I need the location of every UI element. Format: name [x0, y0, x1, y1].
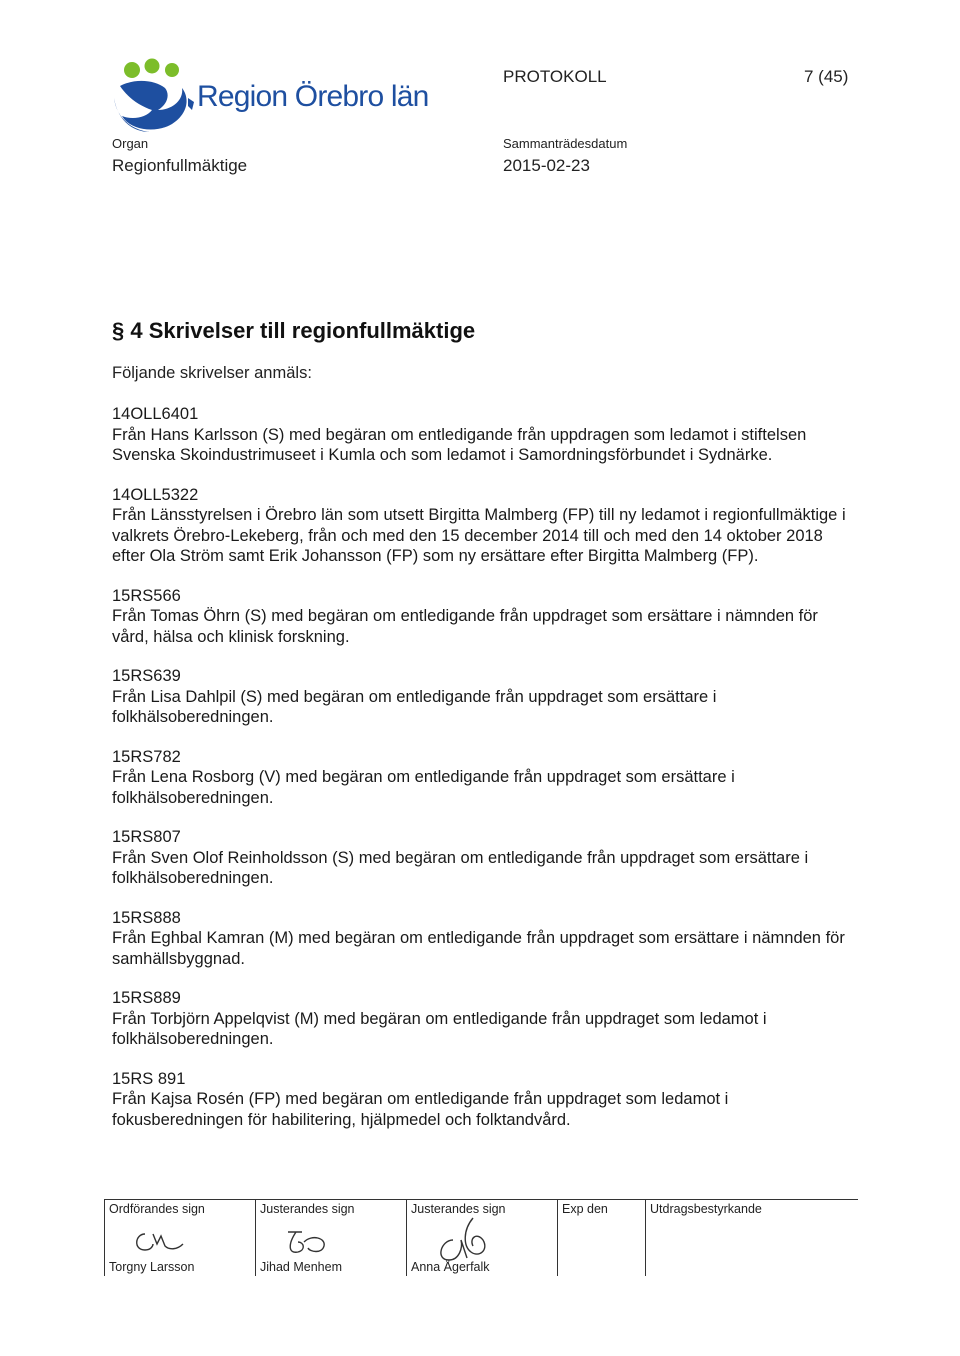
organ-value: Regionfullmäktige	[112, 156, 248, 175]
section-heading: § 4 Skrivelser till regionfullmäktige	[112, 318, 476, 343]
list-item	[112, 586, 857, 648]
signature-label: Exp den	[562, 1202, 608, 1216]
item-text: Från Tomas Öhrn (S) med begäran om entledigande från uppdraget som ersättare i nämnden för vård, hälsa och klinisk forskning.	[112, 607, 818, 646]
list-item	[112, 908, 857, 970]
item-text: Från Torbjörn Appelqvist (M) med begäran om entledigande från uppdraget som ledamot i folkhälsoberedningen.	[112, 1009, 767, 1048]
organ-label: Organ	[112, 136, 149, 151]
region-orebro-logo	[110, 58, 200, 136]
handwritten-signature	[278, 1224, 338, 1260]
signer-name: Jihad Menhem	[260, 1260, 342, 1274]
item-text: Från Lisa Dahlpil (S) med begäran om entledigande från uppdraget som ersättare i folkhälsoberedningen.	[112, 687, 717, 726]
meeting-date-value: 2015-02-23	[503, 156, 590, 175]
brand-name: Region Örebro län	[197, 80, 429, 113]
item-code: 15RS807	[112, 828, 181, 846]
item-code: 14OLL5322	[112, 485, 199, 504]
signer-name: Torgny Larsson	[109, 1260, 195, 1274]
signature-table	[104, 1199, 858, 1276]
handwritten-signature	[131, 1224, 191, 1258]
list-item	[112, 1069, 857, 1131]
signature-cell-exp-date	[557, 1200, 646, 1276]
item-text: Från Länsstyrelsen i Örebro län som utsett Birgitta Malmberg (FP) till ny ledamot i regionfullmäktige i valkrets Örebro-Lekeberg, från och med den 15 december 2014 till och med den 14 oktober 2018 efter Ola Ström samt Erik Johansson (FP) som ny ersättare efter Birgitta Malmberg (FP).	[112, 506, 846, 565]
signature-cell-chair	[104, 1200, 256, 1276]
item-text: Från Kajsa Rosén (FP) med begäran om entledigande från uppdraget som ledamot i fokusberedningen för habilitering, hjälpmedel och folktandvård.	[112, 1090, 729, 1129]
item-code: 14OLL6401	[112, 405, 199, 423]
item-code: 15RS888	[112, 908, 181, 927]
signature-label: Justerandes sign	[411, 1202, 506, 1216]
document-type: PROTOKOLL	[503, 67, 607, 86]
list-item	[112, 485, 857, 567]
item-code: 15RS782	[112, 747, 181, 766]
letter-list	[112, 404, 857, 1149]
signature-cell-adjuster-2	[406, 1200, 558, 1276]
item-text: Från Hans Karlsson (S) med begäran om entledigande från uppdragen som ledamot i stiftelsen Svenska Skoindustrimuseet i Kumla och som ledamot i Samordningsförbundet i Sydnärke.	[112, 425, 807, 464]
list-item	[112, 666, 857, 728]
section-intro: Följande skrivelser anmäls:	[112, 364, 312, 382]
item-code: 15RS639	[112, 667, 181, 685]
item-code: 15RS889	[112, 989, 181, 1007]
signature-label: Ordförandes sign	[109, 1202, 205, 1216]
item-text: Från Sven Olof Reinholdsson (S) med begäran om entledigande från uppdraget som ersättare i folkhälsoberedningen.	[112, 848, 809, 887]
meeting-date-label: Sammanträdesdatum	[503, 136, 628, 151]
item-text: Från Lena Rosborg (V) med begäran om entledigande från uppdraget som ersättare i folkhälsoberedningen.	[112, 768, 735, 807]
signature-cell-certified	[645, 1200, 859, 1276]
signature-label: Justerandes sign	[260, 1202, 355, 1216]
signature-label: Utdragsbestyrkande	[650, 1202, 762, 1216]
list-item	[112, 988, 857, 1050]
list-item	[112, 827, 857, 889]
signer-name: Anna Ågerfalk	[411, 1260, 490, 1274]
item-code: 15RS 891	[112, 1069, 186, 1088]
page-number: 7 (45)	[804, 67, 849, 86]
signature-cell-adjuster-1	[255, 1200, 407, 1276]
item-code: 15RS566	[112, 586, 181, 605]
item-text: Från Eghbal Kamran (M) med begäran om entledigande från uppdraget som ersättare i nämnden för samhällsbyggnad.	[112, 929, 845, 968]
list-item	[112, 747, 857, 809]
list-item	[112, 404, 857, 466]
